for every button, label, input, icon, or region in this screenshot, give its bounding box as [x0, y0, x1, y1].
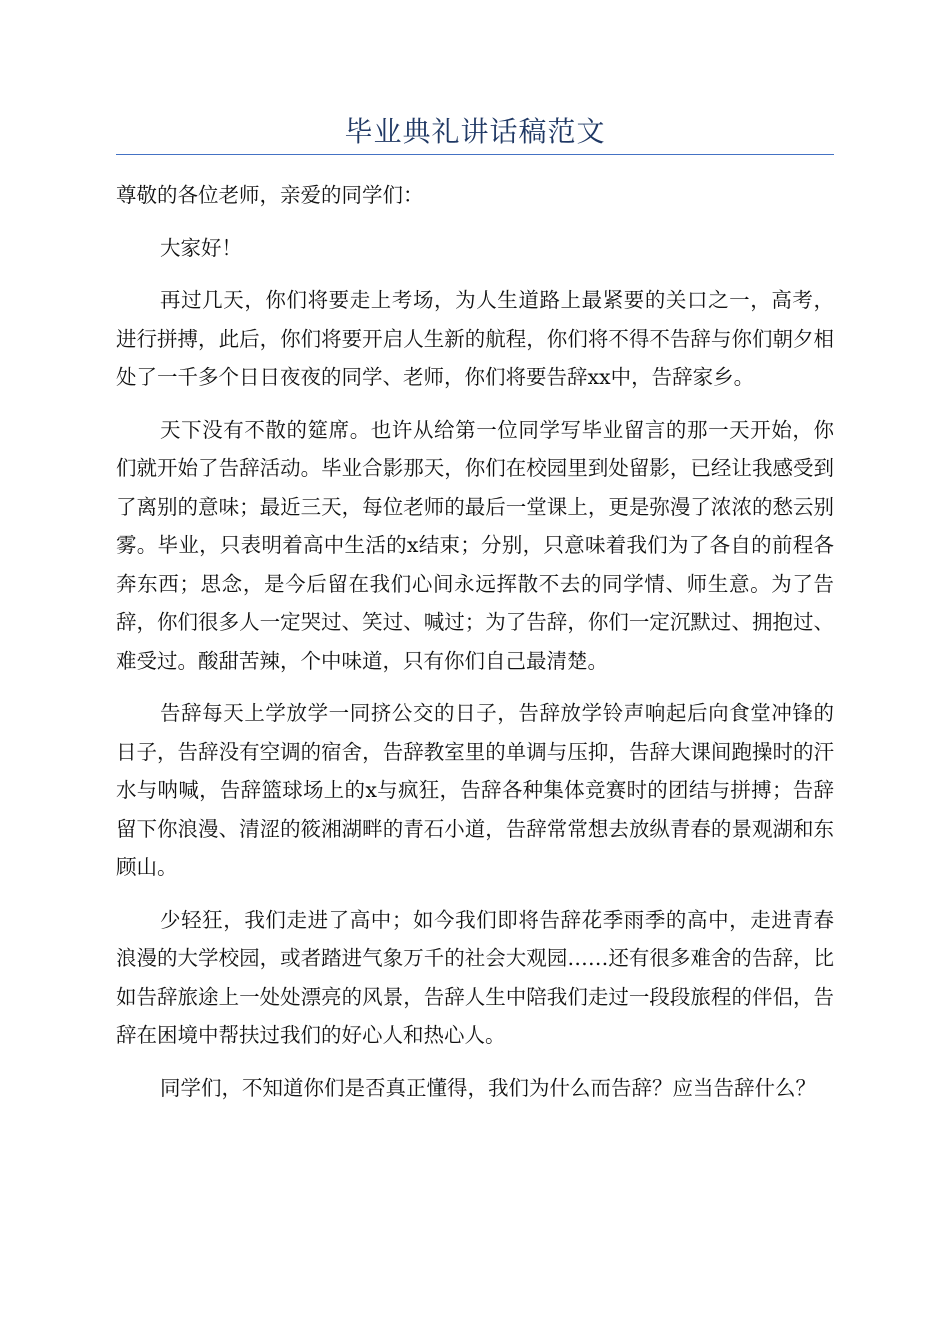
body-paragraph: 再过几天，你们将要走上考场，为人生道路上最紧要的关口之一，高考，进行拼搏，此后，你们将要开启人生新的航程，你们将不得不告辞与你们朝夕相处了一千多个日日夜夜的同学、老师，你们将要告辞xx中，告辞家乡。 — [116, 288, 834, 389]
body-paragraph: 告辞每天上学放学一同挤公交的日子，告辞放学铃声响起后向食堂冲锋的日子，告辞没有空调的宿舍，告辞教室里的单调与压抑，告辞大课间跑操时的汗水与呐喊，告辞篮球场上的x与疯狂，告辞各种集体竞赛时的团结与拼搏；告辞留下你浪漫、清涩的筱湘湖畔的青石小道，告辞常常想去放纵青春的景观湖和东顾山。 — [116, 701, 834, 879]
body-paragraph: 少轻狂，我们走进了高中；如今我们即将告辞花季雨季的高中，走进青春浪漫的大学校园，或者踏进气象万千的社会大观园……还有很多难舍的告辞，比如告辞旅途上一处处漂亮的风景，告辞人生中陪我们走过一段段旅程的伴侣，告辞在困境中帮扶过我们的好心人和热心人。 — [116, 907, 834, 1047]
document-body — [116, 176, 834, 1121]
title-underline — [116, 154, 834, 155]
body-paragraph: 天下没有不散的筵席。也许从给第一位同学写毕业留言的那一天开始，你们就开始了告辞活动。毕业合影那天，你们在校园里到处留影，已经让我感受到了离别的意味；最近三天，每位老师的最后一堂课上，更是弥漫了浓浓的愁云别雾。毕业，只表明着高中生活的x结束；分别，只意味着我们为了各自的前程各奔东西；思念，是今后留在我们心间永远挥散不去的同学情、师生意。为了告辞，你们很多人一定哭过、笑过、喊过；为了告辞，你们一定沉默过、拥抱过、难受过。酸甜苦辣，个中味道，只有你们自己最清楚。 — [116, 417, 834, 673]
document-title: 毕业典礼讲话稿范文 — [344, 115, 606, 148]
greeting-paragraph: 大家好！ — [160, 235, 242, 260]
body-paragraph: 同学们，不知道你们是否真正懂得，我们为什么而告辞？应当告辞什么？ — [160, 1075, 816, 1100]
salutation-paragraph: 尊敬的各位老师，亲爱的同学们： — [116, 183, 424, 207]
